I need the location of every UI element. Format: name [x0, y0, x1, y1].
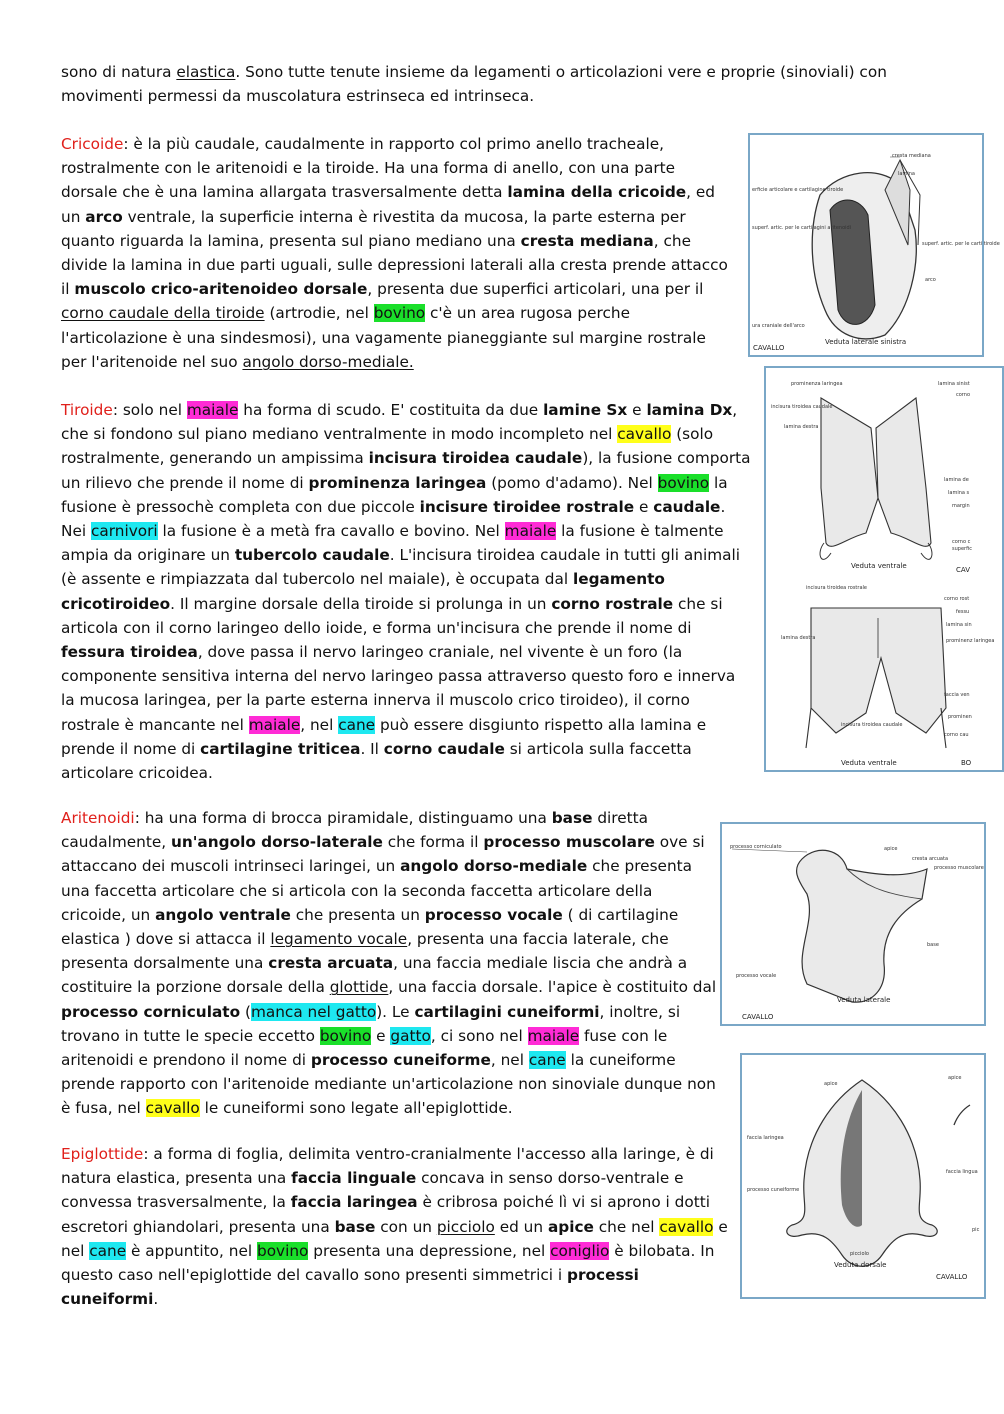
species-label: CAV	[956, 566, 971, 574]
label: corno	[956, 392, 971, 398]
label: lamina sin	[946, 622, 972, 628]
label: margin	[952, 503, 970, 509]
epiglottis-figure	[740, 1053, 986, 1299]
label: faccia ven	[944, 692, 970, 698]
epiglottide-paragraph: Epiglottide: a forma di foglia, delimita ventro-cranialmente l'accesso alla laringe, è di natura elastica, presenta una faccia linguale concava in senso dorso-ventrale e convessa trasversalmente, la faccia laringea è cribrosa poiché lì vi si aprono i dotti escretori ghiandolari, presenta una base con un picciolo ed un apice che nel cavallo e nel cane è appuntito, nel bovino presenta una depressione, nel coniglio è bilobata. In questo caso nell'epiglottide del cavallo sono presenti simmetrici i processi cuneiformi.	[61, 1145, 728, 1309]
label: lamina s	[948, 490, 970, 496]
species-label: CAVALLO	[936, 1273, 968, 1281]
label: apice	[948, 1075, 962, 1081]
label: base	[927, 942, 939, 948]
label: cresta arcuata	[912, 856, 949, 862]
aritenoidi-paragraph: Aritenoidi: ha una forma di brocca piramidale, distinguamo una base diretta caudalmente, un'angolo dorso-laterale che forma il processo muscolare ove si attaccano dei muscoli intrinseci laringei, un angolo dorso-mediale che presenta una faccetta articolare che si articola con la seconda faccetta articolare della cricoide, un angolo ventrale che presenta un processo vocale ( di cartilagine elastica ) dove si attacca il legamento vocale, presenta una faccia laterale, che presenta dorsalmente una cresta arcuata, una faccia mediale liscia che andrà a costituire la porzione dorsale della glottide, una faccia dorsale. l'apice è costituito dal processo corniculato (manca nel gatto). Le cartilagini cuneiformi, inoltre, si trovano in tutte le specie eccetto bovino e gatto, ci sono nel maiale fuse con le aritenoidi e prendono il nome di processo cuneiforme, nel cane la cuneiforme prende rapporto con l'aritenoide mediante un'articolazione non sinoviale dunque non è fusa, nel cavallo le cuneiformi sono legate all'epiglottide.	[61, 809, 717, 1118]
label: superf. artic. per le carti tiroide	[922, 241, 1000, 247]
figure-caption: Veduta ventrale	[841, 759, 897, 767]
label: corno cau	[944, 732, 969, 738]
thyroid-illustration	[766, 368, 1002, 770]
figure-caption: Veduta laterale	[837, 996, 891, 1004]
label: processo vocale	[736, 973, 777, 979]
label: lamina destra	[784, 424, 819, 430]
cricoid-illustration	[750, 135, 1000, 355]
label: incisura tiroidea caudale	[771, 404, 833, 410]
figure-caption: Veduta dorsale	[834, 1261, 887, 1269]
label: arco	[925, 277, 936, 283]
figure-caption: Veduta ventrale	[851, 562, 907, 570]
label: corno c	[952, 539, 971, 545]
tiroide-title: Tiroide	[61, 401, 113, 419]
epiglottis-illustration	[742, 1055, 984, 1297]
label: lamina de	[944, 477, 969, 483]
label: processo corniculato	[730, 844, 782, 850]
species-label: CAVALLO	[742, 1013, 774, 1021]
arytenoid-illustration	[722, 824, 984, 1024]
intro-paragraph: sono di natura elastica. Sono tutte tenute insieme da legamenti o articolazioni vere e proprie (sinoviali) con movimenti permessi da muscolatura estrinseca ed intrinseca.	[61, 63, 887, 106]
label: lamina sinist	[938, 381, 970, 387]
cricoid-figure	[748, 133, 1000, 357]
label: processo cuneiforme	[747, 1187, 800, 1193]
label: erficie articolare e cartilagine tiroide	[752, 187, 844, 193]
species-label: CAVALLO	[753, 344, 785, 352]
label: cresta mediana	[892, 153, 931, 159]
label: pic	[972, 1227, 980, 1233]
label: superf. artic. per le cartilagini aritenoidi	[752, 225, 852, 231]
label: apice	[824, 1081, 838, 1087]
cricoide-paragraph: Cricoide: è la più caudale, caudalmente in rapporto col primo anello tracheale, rostralmente con le aritenoidi e la tiroide. Ha una forma di anello, con una parte dorsale che è una lamina allargata trasversalmente detta lamina della cricoide, ed un arco ventrale, la superficie interna è rivestita da mucosa, la parte esterna per quanto riguarda la lamina, presenta sul piano mediano una cresta mediana, che divide la lamina in due parti uguali, sulle depressioni laterali alla cresta prende attacco il muscolo crico-aritenoideo dorsale, presenta due superfici articolari, una per il corno caudale della tiroide (artrodie, nel bovino c'è un area rugosa perche l'articolazione è una sindesmosi), una vagamente pianeggiante sul margine rostrale per l'aritenoide nel suo angolo dorso-mediale.	[61, 135, 728, 371]
arytenoid-figure	[720, 822, 986, 1026]
label: fessu	[956, 609, 970, 615]
cricoide-title: Cricoide	[61, 135, 124, 153]
label: picciolo	[850, 1251, 869, 1257]
label: prominen	[948, 714, 972, 720]
figure-caption: Veduta laterale sinistra	[825, 338, 907, 346]
label: lamina	[898, 171, 915, 177]
label: superfic	[952, 546, 972, 552]
label: corno rost	[944, 596, 970, 602]
label: prominenz laringea	[946, 638, 995, 644]
label: faccia laringea	[747, 1135, 784, 1141]
aritenoidi-title: Aritenoidi	[61, 809, 135, 827]
thyroid-figure	[764, 366, 1004, 772]
label: processo muscolare	[934, 865, 984, 871]
species-label: BO	[961, 759, 972, 767]
label: incisura tiroidea caudale	[841, 722, 903, 728]
label: incisura tiroidea rostrale	[806, 585, 867, 591]
label: faccia lingua	[946, 1169, 978, 1175]
epiglottide-title: Epiglottide	[61, 1145, 144, 1163]
label: prominenza laringea	[791, 381, 843, 387]
label: apice	[884, 846, 898, 852]
label: ura craniale dell'arco	[752, 323, 805, 329]
tiroide-paragraph: Tiroide: solo nel maiale ha forma di scudo. E' costituita da due lamine Sx e lamina Dx, che si fondono sul piano mediano ventralmente in modo incompleto nel cavallo (solo rostralmente, generando un ampissima incisura tiroidea caudale), la fusione comporta un rilievo che prende il nome di prominenza laringea (pomo d'adamo). Nel bovino la fusione è pressochè completa con due piccole incisure tiroidee rostrale e caudale. Nei carnivori la fusione è a metà fra cavallo e bovino. Nel maiale la fusione è talmente ampia da originare un tubercolo caudale. L'incisura tiroidea caudale in tutti gli animali (è assente e rimpiazzata dal tubercolo nel maiale), è occupata dal legamento cricotiroideo. Il margine dorsale della tiroide si prolunga in un corno rostrale che si articola con il corno laringeo dello ioide, e forma un'incisura che prende il nome di fessura tiroidea, dove passa il nervo laringeo craniale, nel vivente è un foro (la componente sensitiva interna del nervo laringeo passa attraverso questo foro e innerva la mucosa laringea, per la parte esterna innerva il muscolo crico tiroideo), il corno rostrale è mancante nel maiale, nel cane può essere disgiunto rispetto alla lamina e prende il nome di cartilagine triticea. Il corno caudale si articola sulla faccetta articolare cricoidea.	[61, 401, 751, 783]
label: lamina destra	[781, 635, 816, 641]
